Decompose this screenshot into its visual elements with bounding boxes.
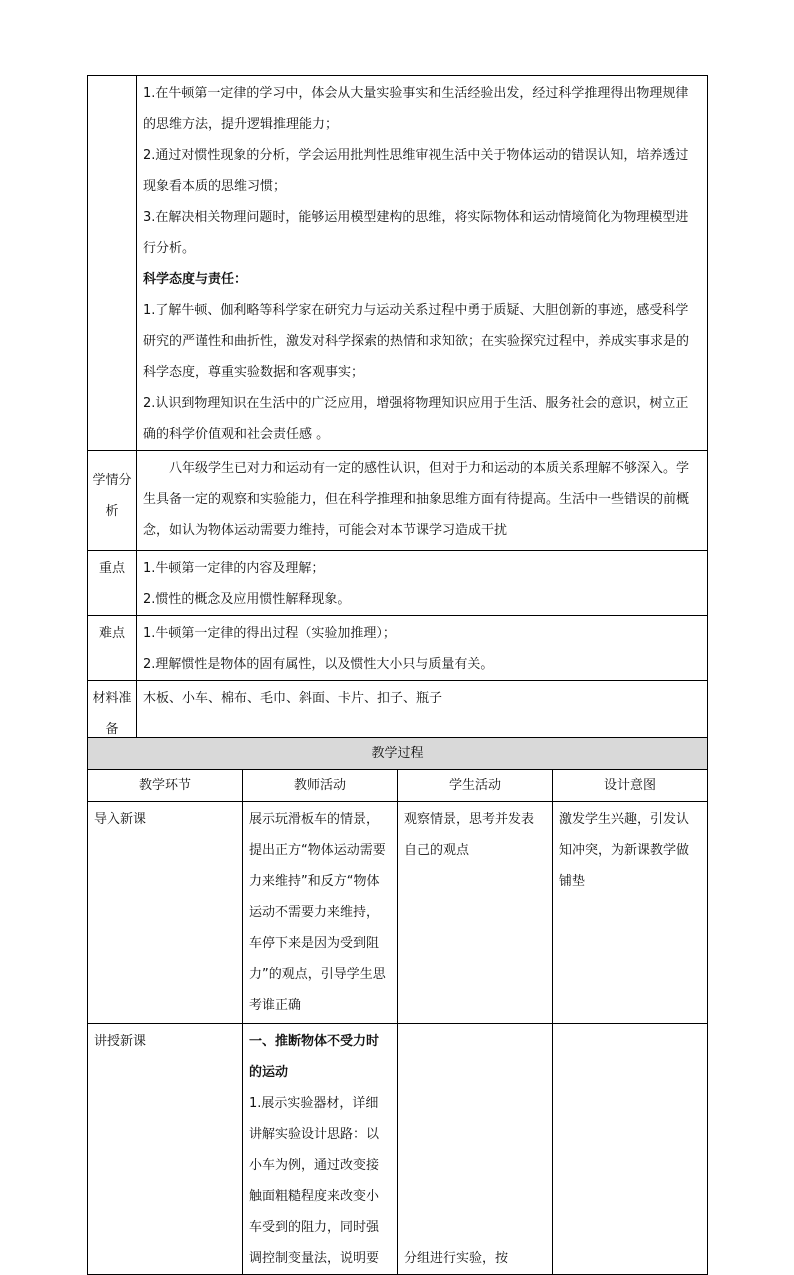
header-stage: 教学环节 — [88, 770, 243, 802]
attitude-line-1: 1.了解牛顿、伽利略等科学家在研究力与运动关系过程中勇于质疑、大胆创新的事迹，感受科学研究的严谨性和曲折性，激发对科学探索的热情和求知欲；在实验探究过程中，养成实事求是的科学态度，尊重实验数据和客观事实； — [143, 303, 690, 380]
student-cell — [398, 1024, 553, 1275]
difficulties-label: 难点 — [88, 616, 137, 681]
key-points-cell — [137, 551, 708, 616]
objectives-cell — [137, 76, 708, 451]
process-row — [88, 802, 708, 1024]
materials-label: 材料准备 — [88, 681, 137, 748]
learner-paragraph: 八年级学生已对力和运动有一定的感性认识，但对于力和运动的本质关系理解不够深入。学生具备一定的观察和实验能力，但在科学推理和抽象思维方面有待提高。生活中一些错误的前概念，如认为物体运动需要力维持，可能会对本节课学习造成干扰 — [143, 461, 690, 538]
learner-text — [137, 451, 708, 551]
process-title: 教学过程 — [88, 738, 708, 770]
intent-cell: 激发学生兴趣，引发认知冲突，为新课教学做铺垫 — [553, 802, 708, 1024]
key-point-2: 2.惯性的概念及应用惯性解释现象。 — [143, 592, 351, 607]
objective-line-3: 3.在解决相关物理问题时，能够运用模型建构的思维，将实际物体和运动情境简化为物理模型进行分析。 — [143, 210, 689, 256]
difficulties-cell — [137, 616, 708, 681]
difficulties-row — [88, 616, 708, 681]
student-cell: 观察情景，思考并发表自己的观点 — [398, 802, 553, 1024]
header-student: 学生活动 — [398, 770, 553, 802]
lesson-info-table — [87, 75, 708, 748]
objective-line-2: 2.通过对惯性现象的分析，学会运用批判性思维审视生活中关于物体运动的错误认知，培养透过现象看本质的思维习惯； — [143, 148, 689, 194]
difficulty-1: 1.牛顿第一定律的得出过程（实验加推理）； — [143, 626, 396, 641]
attitude-heading: 科学态度与责任： — [143, 272, 248, 287]
stage-cell: 导入新课 — [88, 802, 243, 1024]
teacher-text: 1.展示实验器材，详细讲解实验设计思路：以小车为例，通过改变接触面粗糙程度来改变小车受到的阻力，同时强调控制变量法，说明要 — [249, 1096, 380, 1266]
teacher-heading: 一、推断物体不受力时的运动 — [249, 1034, 380, 1080]
intent-cell — [553, 1024, 708, 1275]
key-point-1: 1.牛顿第一定律的内容及理解； — [143, 561, 325, 576]
header-intent: 设计意图 — [553, 770, 708, 802]
attitude-line-2: 2.认识到物理知识在生活中的广泛应用，增强将物理知识应用于生活、服务社会的意识，树立正确的科学价值观和社会责任感 。 — [143, 396, 689, 442]
teaching-process-table — [87, 737, 708, 1275]
key-points-label: 重点 — [88, 551, 137, 616]
key-points-row — [88, 551, 708, 616]
process-title-row — [88, 738, 708, 770]
learner-label: 学情分析 — [88, 451, 137, 551]
stage-cell: 讲授新课 — [88, 1024, 243, 1275]
objectives-row — [88, 76, 708, 451]
teacher-cell: 展示玩滑板车的情景，提出正方“物体运动需要力来维持”和反方“物体运动不需要力来维持，车停下来是因为受到阻力”的观点，引导学生思考谁正确 — [243, 802, 398, 1024]
objectives-label-cell — [88, 76, 137, 451]
objective-line-1: 1.在牛顿第一定律的学习中，体会从大量实验事实和生活经验出发，经过科学推理得出物理规律的思维方法，提升逻辑推理能力； — [143, 86, 689, 132]
process-header-row — [88, 770, 708, 802]
materials-text: 木板、小车、棉布、毛巾、斜面、卡片、扣子、瓶子 — [137, 681, 708, 748]
learner-row — [88, 451, 708, 551]
difficulty-2: 2.理解惯性是物体的固有属性，以及惯性大小只与质量有关。 — [143, 657, 494, 672]
teacher-cell — [243, 1024, 398, 1275]
student-text: 分组进行实验，按 — [404, 1251, 509, 1266]
header-teacher: 教师活动 — [243, 770, 398, 802]
process-row — [88, 1024, 708, 1275]
